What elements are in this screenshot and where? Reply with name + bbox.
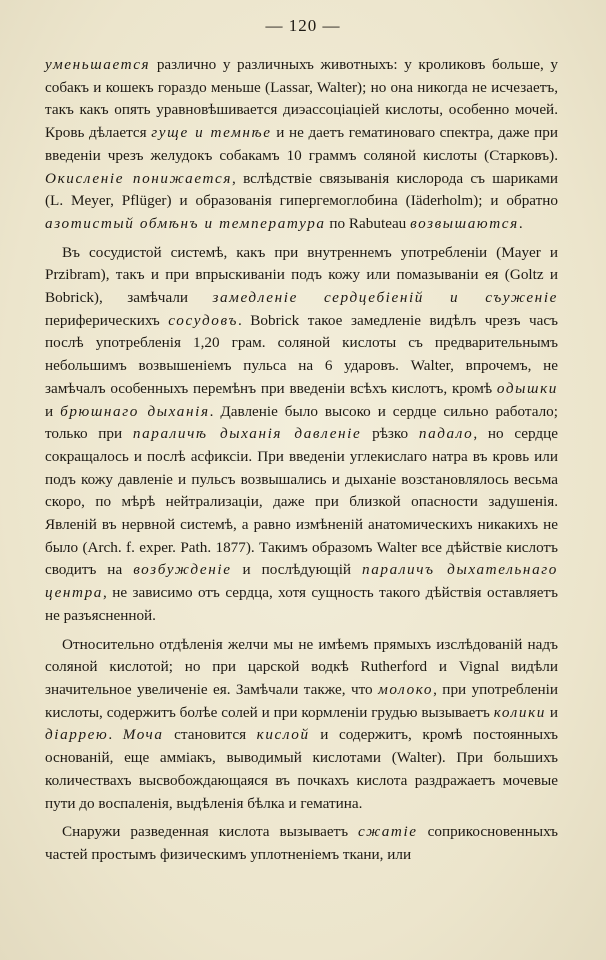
text-run: различно у различныхъ животныхъ: у кроликовъ больше, у собакъ и кошекъ гораздо меньше (Lassar, Walter); но она никогда не исчезаетъ, такъ какъ опять уравновѣшивается диэассоціаціей кислоты, особенно мочей. Кровь дѣлается xyxy=(45,56,558,142)
emphasized-text: параличѣ дыханія давленіе xyxy=(132,425,362,443)
text-run: . xyxy=(518,214,523,232)
text-run: становится xyxy=(163,726,257,744)
emphasized-text: гуще и темнѣе xyxy=(151,124,272,142)
emphasized-text: молоко xyxy=(378,680,434,698)
text-run: Снаружи разведенная кислота вызываетъ xyxy=(62,823,359,841)
emphasized-text: колики xyxy=(493,703,546,721)
emphasized-text: возвышаются xyxy=(410,214,519,232)
emphasized-text: падало xyxy=(418,425,474,443)
text-run: и xyxy=(545,703,558,721)
text-run: по Rabuteau xyxy=(325,214,411,232)
text-run: соприкосновенныхъ частей простымъ физическимъ уплотненіемъ ткани, или xyxy=(45,823,558,863)
paragraph xyxy=(45,821,558,866)
text-run: , но сердце сокращалось и послѣ асфиксіи. При введеніи углекислаго натра въ кровь или подъ кожу давленіе и пульсъ возвышались и дыханіе возстановлялось весьма скоро, по мѣрѣ нейтрализаціи, даже при близкой опасности задушенія. Явленій въ нервной системѣ, а равно измѣненій анатомическихъ никакихъ не было (Arch. f. exper. Path. 1877). Такимъ образомъ Walter все дѣйствіе кислотъ сводитъ на xyxy=(45,425,558,579)
emphasized-text: параличъ дыхательнаго центра xyxy=(45,561,558,602)
emphasized-text: діаррею xyxy=(45,726,109,744)
emphasized-text: возбужденіе xyxy=(133,561,232,579)
text-run: . Bobrick такое замедленіе видѣлъ чрезъ часъ послѣ употребленія 1,20 грам. соляной кислоты съ предварительнымъ небольшимъ возвышеніемъ пульса на 6 ударовъ. Walter, впрочемъ, не замѣчалъ особенныхъ перемѣнъ при введеніи всѣхъ кислотъ, кромѣ xyxy=(45,311,558,397)
emphasized-text: одышки xyxy=(496,379,558,397)
emphasized-text: сосудовъ xyxy=(168,311,238,329)
emphasized-text: замедленіе сердцебіеній и съуженіе xyxy=(212,289,558,307)
emphasized-text: азотистый обмѣнъ и температура xyxy=(45,214,326,232)
emphasized-text: Моча xyxy=(122,726,164,744)
text-run: и xyxy=(45,402,61,420)
emphasized-text: брюшнаго дыханія xyxy=(60,402,210,420)
text-run: Въ сосудистой системѣ, какъ при внутреннемъ употребленіи (Mayer и Przibram), такъ и при впрыскиваніи подъ кожу или помазываніи ея (Goltz и Bobrick), замѣчали xyxy=(45,243,558,307)
paragraph xyxy=(45,242,558,628)
body-text xyxy=(45,54,558,867)
emphasized-text: кислой xyxy=(256,726,310,744)
paragraph xyxy=(45,54,558,236)
text-run: . xyxy=(108,726,123,744)
emphasized-text: Окисленіе понижается xyxy=(45,169,233,187)
text-run: Относительно отдѣленія желчи мы не имѣемъ прямыхъ изслѣдованій надъ соляной кислотой; но при царской водкѣ Rutherford и Vignal видѣли значительное увеличеніе ея. Замѣчали также, что xyxy=(45,635,558,698)
text-run: и не даетъ гематиноваго спектра, даже при введеніи чрезъ желудокъ собакамъ 10 граммъ соляной кислоты (Старковъ). xyxy=(45,124,558,164)
text-run: , не зависимо отъ сердца, хотя сущность такого дѣйствія оставляетъ не разъясненной. xyxy=(45,584,558,624)
emphasized-text: сжатіе xyxy=(358,823,418,841)
text-run: . Давленіе было высоко и сердце сильно работало; только при xyxy=(45,402,558,443)
text-run: и содержитъ, кромѣ постоянныхъ основаній, еще амміакъ, выводимый кислотами (Walter). При большихъ количествахъ высвобождающаяся въ почкахъ кислота раздражаетъ мочевые пути до воспаленія, выдѣленія бѣлка и гематина. xyxy=(45,726,559,812)
text-run: , вслѣдствіе связыванія кислорода съ шариками (L. Meyer, Pflüger) и образованія гипергемоглобина (Iäderholm); и обратно xyxy=(45,169,558,210)
text-run: , при употребленіи кислоты, содержитъ болѣе солей и при кормленіи грудью вызываетъ xyxy=(45,680,558,721)
text-run: и послѣдующій xyxy=(231,561,363,579)
paragraph xyxy=(45,634,558,816)
text-run: рѣзко xyxy=(361,425,419,443)
page-number: — 120 — xyxy=(265,16,341,35)
emphasized-text: уменьшается xyxy=(45,56,151,73)
text-run: периферическихъ xyxy=(45,311,169,329)
